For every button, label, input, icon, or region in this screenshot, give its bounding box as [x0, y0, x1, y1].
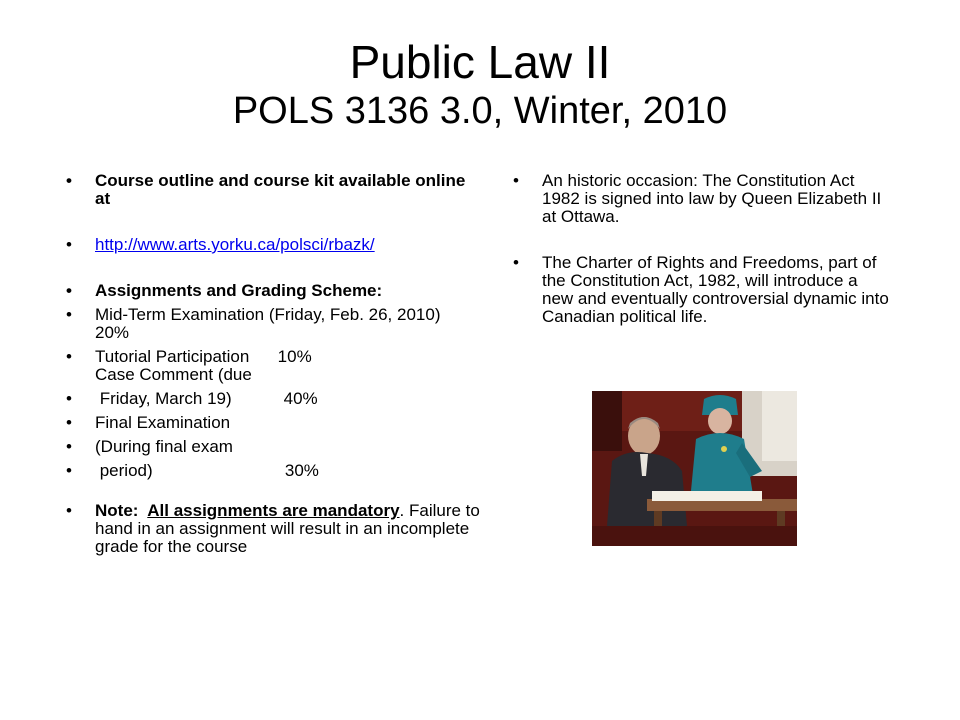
list-item — [509, 254, 889, 326]
photo-illustration — [592, 391, 797, 546]
bullet-icon: • — [66, 171, 72, 190]
bullet-icon: • — [66, 305, 72, 324]
final-exam-weight-text: period) 30% — [95, 461, 319, 480]
course-outline-text: Course outline and course kit available online at — [95, 171, 466, 208]
list-item — [62, 502, 482, 556]
right-bullet-list — [509, 172, 889, 326]
title-main: Public Law II — [349, 36, 611, 88]
course-website-link[interactable]: http://www.arts.yorku.ca/polsci/rbazk/ — [95, 235, 375, 254]
bullet-icon: • — [66, 437, 72, 456]
bullet-icon: • — [513, 253, 519, 272]
list-item — [62, 282, 482, 300]
list-item — [62, 172, 482, 208]
title-subtitle: POLS 3136 3.0, Winter, 2010 — [232, 90, 728, 132]
bullet-icon: • — [66, 347, 72, 366]
bullet-icon: • — [66, 281, 72, 300]
list-item — [62, 462, 482, 480]
note-label: Note: — [95, 501, 148, 520]
bullet-icon: • — [66, 389, 72, 408]
final-exam-text: Final Examination — [95, 413, 231, 432]
bullet-icon: • — [66, 461, 72, 480]
bullet-icon: • — [513, 171, 519, 190]
bullet-icon: • — [66, 235, 72, 254]
midterm-text: Mid-Term Examination (Friday, Feb. 26, 2010) 20% — [95, 305, 521, 342]
list-item — [62, 305, 521, 342]
list-item — [509, 172, 889, 226]
slide-title — [0, 36, 960, 134]
charter-text: The Charter of Rights and Freedoms, part of the Constitution Act, 1982, will introduce a new and eventually controversial dynamic into Canadian political life. — [542, 253, 889, 326]
historic-occasion-text: An historic occasion: The Constitution Act 1982 is signed into law by Queen Elizabeth II at Ottawa. — [542, 171, 882, 226]
note-mandatory-text: All assignments are mandatory — [147, 501, 400, 520]
list-item — [62, 414, 482, 432]
list-item — [62, 348, 482, 384]
list-item — [62, 390, 482, 408]
case-comment-text: Case Comment (due — [95, 365, 252, 384]
final-exam-period-text: (During final exam — [95, 437, 233, 456]
list-item — [62, 438, 482, 456]
tutorial-text: Tutorial Participation 10% — [95, 347, 312, 366]
grading-heading: Assignments and Grading Scheme: — [95, 281, 383, 300]
bullet-icon: • — [66, 413, 72, 432]
case-comment-due-text: Friday, March 19) 40% — [95, 389, 318, 408]
list-item — [62, 236, 482, 254]
note-text: . Failure to hand in an assignment will result in an incomplete grade for the course — [95, 501, 480, 556]
constitution-signing-photo — [592, 391, 797, 546]
bullet-icon: • — [66, 501, 72, 520]
left-bullet-list — [62, 171, 521, 556]
